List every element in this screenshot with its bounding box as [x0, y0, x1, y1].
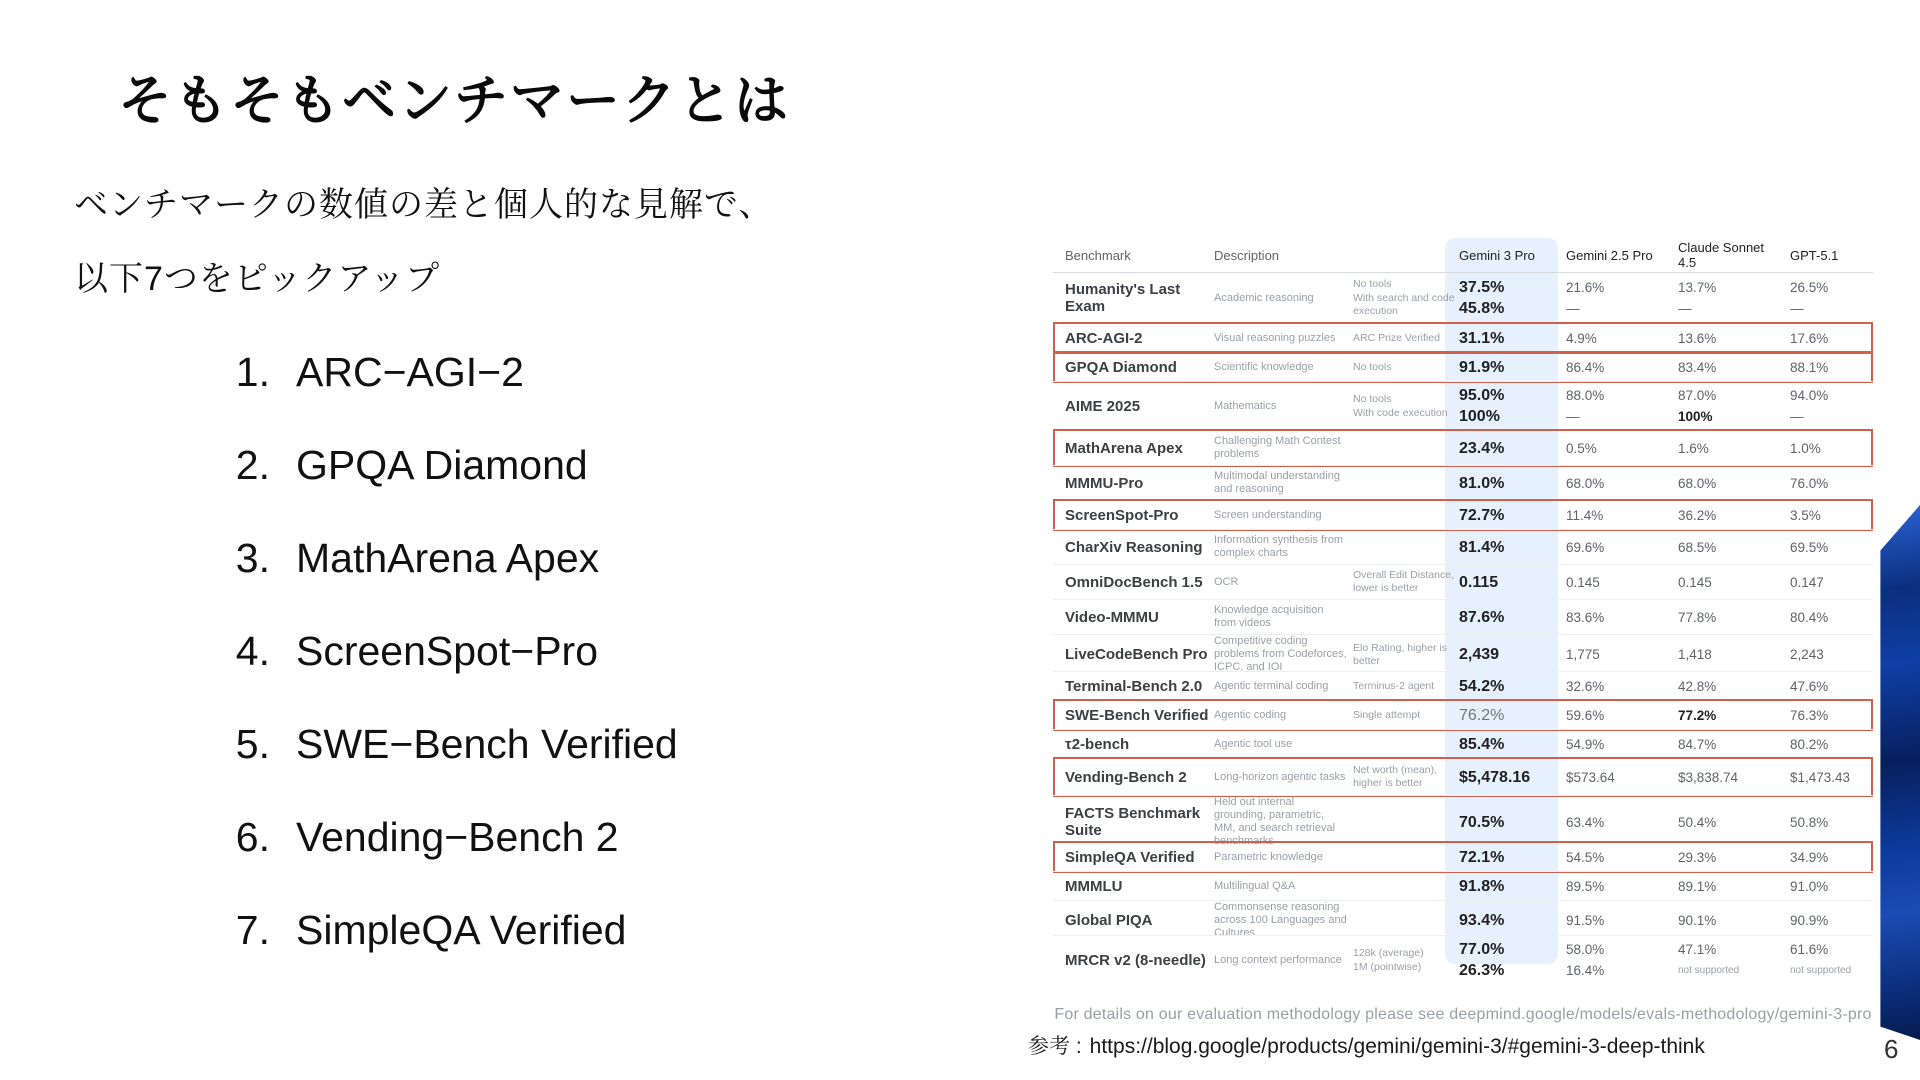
cell-description: OCR	[1214, 575, 1239, 588]
cell-description: Agentic coding	[1214, 708, 1287, 721]
table-row-highlighted	[1053, 700, 1873, 729]
score-value: 50.4%	[1678, 814, 1717, 830]
score-value: 37.5%	[1459, 279, 1505, 296]
note-line: 128k (average)	[1353, 946, 1424, 959]
table-row	[1053, 871, 1873, 900]
cell-gemini-3-pro	[1445, 876, 1558, 897]
cell-gpt-5-1	[1782, 357, 1873, 378]
cell-gemini-2-5-pro	[1558, 939, 1670, 981]
cell-note	[1353, 946, 1459, 975]
cell-gemini-2-5-pro	[1558, 767, 1670, 788]
score-value: 58.0%	[1566, 942, 1605, 957]
cell-description: Long context performance	[1214, 953, 1342, 966]
cell-benchmark-name: CharXiv Reasoning	[1065, 538, 1203, 556]
table-row-highlighted	[1053, 430, 1873, 465]
score-value: 91.9%	[1459, 358, 1505, 376]
cell-claude-sonnet-4-5	[1670, 385, 1782, 427]
score-value: 83.4%	[1678, 359, 1717, 375]
score-value: 42.8%	[1678, 678, 1717, 694]
score-value: 95.0%	[1459, 387, 1505, 404]
pick-list-number: 2.	[235, 442, 270, 488]
score-value: —	[1566, 409, 1580, 424]
note-line: Net worth (mean), higher is better	[1353, 764, 1438, 789]
score-value: 90.1%	[1678, 913, 1717, 928]
cell-note	[1353, 708, 1459, 723]
note-line: No tools	[1353, 278, 1392, 290]
benchmark-pick-list	[212, 326, 678, 977]
cell-gemini-3-pro	[1445, 644, 1558, 665]
cell-claude-sonnet-4-5	[1670, 357, 1782, 378]
cell-gemini-2-5-pro	[1558, 676, 1670, 697]
score-value: 91.0%	[1790, 878, 1829, 894]
note-line: No tools	[1353, 392, 1392, 405]
cell-claude-sonnet-4-5	[1670, 328, 1782, 349]
cell-gemini-3-pro	[1445, 767, 1558, 788]
cell-gemini-2-5-pro	[1558, 473, 1670, 494]
cell-claude-sonnet-4-5	[1670, 473, 1782, 494]
reference-label: 参考 :	[1028, 1035, 1082, 1058]
cell-claude-sonnet-4-5	[1670, 537, 1782, 558]
cell-description: Multilingual Q&A	[1214, 879, 1296, 892]
score-value: 72.7%	[1459, 506, 1505, 524]
page-number: 6	[1884, 1034, 1899, 1064]
cell-gpt-5-1	[1782, 328, 1873, 349]
cell-gemini-3-pro	[1445, 572, 1558, 593]
cell-description: Agentic tool use	[1214, 737, 1293, 750]
score-value: 70.5%	[1459, 813, 1505, 831]
score-value: —	[1790, 301, 1804, 316]
score-value: 68.0%	[1678, 475, 1717, 491]
score-value: 23.4%	[1459, 439, 1505, 457]
score-value: not supported	[1790, 965, 1852, 976]
score-value: 31.1%	[1459, 329, 1505, 347]
cell-gemini-2-5-pro	[1558, 734, 1670, 755]
cell-gpt-5-1	[1782, 847, 1873, 868]
cell-claude-sonnet-4-5	[1670, 572, 1782, 593]
cell-claude-sonnet-4-5	[1670, 438, 1782, 459]
cell-gemini-3-pro	[1445, 277, 1558, 319]
pick-list-item	[212, 326, 678, 419]
cell-description: Scientific knowledge	[1214, 360, 1314, 373]
table-row	[1053, 795, 1873, 847]
table-footer-note: For details on our evaluation methodology please see deepmind.google/models/evals-methodology/gemini-3-pro	[1054, 1006, 1872, 1023]
cell-gpt-5-1	[1782, 812, 1873, 833]
table-row	[1053, 935, 1873, 984]
cell-description: Information synthesis from complex charts	[1214, 534, 1343, 559]
cell-claude-sonnet-4-5	[1670, 676, 1782, 697]
table-row	[1053, 529, 1873, 564]
table-row-highlighted	[1053, 352, 1873, 381]
score-value: 88.0%	[1566, 388, 1605, 403]
cell-gemini-2-5-pro	[1558, 910, 1670, 931]
table-body	[1053, 273, 1873, 984]
score-value: 59.6%	[1566, 707, 1605, 723]
cell-gemini-2-5-pro	[1558, 438, 1670, 459]
cell-note	[1353, 392, 1459, 421]
cell-description: Academic reasoning	[1214, 291, 1314, 304]
pick-list-item	[212, 605, 678, 698]
cell-gemini-3-pro	[1445, 705, 1558, 726]
score-value: $573.64	[1566, 769, 1615, 785]
pick-list-number: 7.	[235, 907, 270, 953]
cell-gpt-5-1	[1782, 505, 1873, 526]
cell-benchmark-name: ScreenSpot-Pro	[1065, 506, 1179, 524]
cell-benchmark-name: MRCR v2 (8-needle)	[1065, 951, 1206, 969]
table-row	[1053, 634, 1873, 671]
score-value: 54.9%	[1566, 736, 1605, 752]
cell-gpt-5-1	[1782, 734, 1873, 755]
cell-description: Parametric knowledge	[1214, 850, 1323, 863]
cell-note	[1353, 679, 1459, 694]
intro-line-1: ベンチマークの数値の差と個人的な見解で、	[74, 186, 774, 224]
note-line: No tools	[1353, 360, 1392, 373]
score-value: 26.3%	[1459, 962, 1505, 979]
cell-gemini-3-pro	[1445, 910, 1558, 931]
intro-text	[74, 168, 773, 316]
cell-benchmark-name: τ2-bench	[1065, 735, 1130, 753]
cell-description: Screen understanding	[1214, 508, 1322, 521]
score-value: $5,478.16	[1459, 768, 1531, 786]
table-row-highlighted	[1053, 758, 1873, 795]
score-value: 2,439	[1459, 646, 1500, 663]
pick-list-number: 3.	[235, 535, 270, 581]
reference-url[interactable]: https://blog.google/products/gemini/gemini-3/#gemini-3-deep-think	[1089, 1035, 1705, 1058]
cell-description: Visual reasoning puzzles	[1214, 331, 1336, 344]
note-line: Single attempt	[1353, 708, 1421, 721]
cell-gemini-3-pro	[1445, 438, 1558, 459]
score-value: 1.6%	[1678, 440, 1709, 456]
cell-gemini-3-pro	[1445, 939, 1558, 981]
pick-list-label: GPQA Diamond	[296, 442, 588, 488]
pick-list-item	[212, 512, 678, 605]
cell-benchmark-name: MathArena Apex	[1065, 439, 1183, 457]
pick-list-number: 5.	[235, 721, 270, 767]
cell-gpt-5-1	[1782, 644, 1873, 665]
score-value: 0.5%	[1566, 440, 1597, 456]
score-value: 17.6%	[1790, 330, 1829, 346]
score-value: 100%	[1678, 409, 1713, 424]
cell-benchmark-name: OmniDocBench 1.5	[1065, 573, 1203, 591]
table-row	[1053, 273, 1873, 323]
note-line: 1M (pointwise)	[1353, 960, 1422, 973]
note-line: Overall Edit Distance, lower is better	[1353, 569, 1454, 594]
score-value: 0.115	[1459, 573, 1499, 591]
score-value: 77.8%	[1678, 609, 1717, 625]
score-value: 50.8%	[1790, 814, 1829, 830]
cell-gemini-2-5-pro	[1558, 357, 1670, 378]
note-line: Terminus-2 agent	[1353, 679, 1435, 692]
score-value: 76.3%	[1790, 707, 1829, 723]
cell-benchmark-name: LiveCodeBench Pro	[1065, 646, 1208, 663]
pick-list-label: SimpleQA Verified	[296, 907, 627, 953]
score-value: 0.145	[1566, 574, 1600, 590]
cell-gemini-3-pro	[1445, 537, 1558, 558]
cell-benchmark-name: ARC-AGI-2	[1065, 329, 1143, 347]
cell-claude-sonnet-4-5	[1670, 277, 1782, 319]
score-value: 81.0%	[1459, 474, 1505, 492]
cell-claude-sonnet-4-5	[1670, 705, 1782, 726]
pick-list-number: 4.	[235, 628, 270, 674]
cell-description: Multimodal understanding and reasoning	[1214, 470, 1340, 495]
table-row	[1053, 671, 1873, 700]
score-value: 91.8%	[1459, 877, 1505, 895]
score-value: 89.5%	[1566, 878, 1605, 894]
cell-gpt-5-1	[1782, 277, 1873, 319]
score-value: 21.6%	[1566, 280, 1605, 295]
pick-list-label: MathArena Apex	[296, 535, 600, 581]
pick-list-label: SWE−Bench Verified	[296, 721, 678, 767]
cell-gemini-2-5-pro	[1558, 812, 1670, 833]
score-value: 77.2%	[1678, 707, 1717, 723]
cell-gpt-5-1	[1782, 385, 1873, 427]
col-header-description: Description	[1214, 247, 1280, 263]
cell-note	[1353, 641, 1459, 669]
cell-description: Knowledge acquisition from videos	[1214, 604, 1324, 629]
cell-claude-sonnet-4-5	[1670, 876, 1782, 897]
pick-list-label: ARC−AGI−2	[296, 349, 524, 395]
score-value: 13.6%	[1678, 330, 1717, 346]
table-row	[1053, 729, 1873, 758]
cell-description: Agentic terminal coding	[1214, 679, 1329, 692]
note-line: Elo Rating, higher is better	[1353, 641, 1447, 667]
score-value: 13.7%	[1678, 280, 1717, 295]
pick-list-label: Vending−Bench 2	[296, 814, 619, 860]
score-value: 68.0%	[1566, 475, 1605, 491]
score-value: —	[1678, 301, 1692, 316]
pick-list-item	[212, 698, 678, 791]
score-value: 86.4%	[1566, 359, 1605, 375]
cell-benchmark-name: MMMU-Pro	[1065, 474, 1144, 492]
benchmark-table	[1053, 238, 1873, 1024]
score-value: 76.0%	[1790, 475, 1829, 491]
cell-claude-sonnet-4-5	[1670, 812, 1782, 833]
note-line: With code execution	[1353, 406, 1448, 419]
table-row	[1053, 900, 1873, 939]
col-header-gemini-3-pro: Gemini 3 Pro	[1459, 247, 1535, 263]
cell-description: Commonsense reasoning across 100 Languages and Cultures	[1214, 901, 1347, 939]
cell-gpt-5-1	[1782, 910, 1873, 931]
score-value: 47.1%	[1678, 942, 1717, 957]
score-value: not supported	[1678, 965, 1740, 976]
cell-gemini-2-5-pro	[1558, 328, 1670, 349]
note-line: With search and code execution	[1353, 292, 1455, 317]
cell-gemini-2-5-pro	[1558, 847, 1670, 868]
score-value: $3,838.74	[1678, 769, 1739, 785]
cell-gemini-2-5-pro	[1558, 572, 1670, 593]
cell-gemini-2-5-pro	[1558, 277, 1670, 319]
score-value: 54.5%	[1566, 849, 1605, 865]
score-value: $1,473.43	[1790, 769, 1851, 785]
cell-gemini-2-5-pro	[1558, 385, 1670, 427]
cell-note	[1353, 763, 1459, 791]
score-value: 80.2%	[1790, 736, 1829, 752]
reference-line	[1028, 1030, 1705, 1060]
pick-list-label: ScreenSpot−Pro	[296, 628, 598, 674]
score-value: 87.0%	[1678, 388, 1717, 403]
score-value: 34.9%	[1790, 849, 1829, 865]
score-value: 54.2%	[1459, 677, 1505, 695]
cell-benchmark-name: Vending-Bench 2	[1065, 768, 1187, 786]
score-value: 47.6%	[1790, 678, 1829, 694]
cell-claude-sonnet-4-5	[1670, 910, 1782, 931]
cell-gemini-2-5-pro	[1558, 705, 1670, 726]
cell-gpt-5-1	[1782, 438, 1873, 459]
score-value: 77.0%	[1459, 941, 1505, 958]
col-header-claude-sonnet-4-5: Claude Sonnet 4.5	[1678, 240, 1765, 270]
score-value: 63.4%	[1566, 814, 1605, 830]
pick-list-item	[212, 419, 678, 512]
cell-benchmark-name: Humanity's Last Exam	[1065, 281, 1181, 315]
cell-benchmark-name: SimpleQA Verified	[1065, 848, 1195, 866]
table-row	[1053, 564, 1873, 599]
score-value: 89.1%	[1678, 878, 1717, 894]
cell-gemini-3-pro	[1445, 357, 1558, 378]
pick-list-item	[212, 884, 678, 977]
table-row	[1053, 599, 1873, 634]
table-row-highlighted	[1053, 842, 1873, 871]
score-value: 69.6%	[1566, 539, 1605, 555]
score-value: 1.0%	[1790, 440, 1821, 456]
cell-gpt-5-1	[1782, 676, 1873, 697]
cell-gemini-3-pro	[1445, 812, 1558, 833]
cell-gpt-5-1	[1782, 939, 1873, 981]
cell-description: Mathematics	[1214, 399, 1277, 412]
score-value: 2,243	[1790, 647, 1824, 662]
pick-list-number: 6.	[235, 814, 270, 860]
cell-benchmark-name: FACTS Benchmark Suite	[1065, 805, 1201, 839]
cell-gemini-3-pro	[1445, 473, 1558, 494]
score-value: 29.3%	[1678, 849, 1717, 865]
page-title: そもそもベンチマークとは	[118, 71, 790, 131]
cell-gemini-3-pro	[1445, 607, 1558, 628]
score-value: 4.9%	[1566, 330, 1597, 346]
intro-line-2: 以下7つをピックアップ	[74, 260, 441, 298]
cell-description: Held out internal grounding, parametric, MM, and search retrieval benchmarks	[1214, 796, 1336, 847]
cell-claude-sonnet-4-5	[1670, 607, 1782, 628]
cell-gpt-5-1	[1782, 607, 1873, 628]
cell-benchmark-name: Terminal-Bench 2.0	[1065, 677, 1203, 695]
score-value: 0.147	[1790, 574, 1824, 590]
cell-gemini-2-5-pro	[1558, 505, 1670, 526]
cell-note	[1353, 331, 1459, 346]
score-value: 1,775	[1566, 647, 1600, 662]
cell-benchmark-name: SWE-Bench Verified	[1065, 706, 1209, 724]
pick-list-number: 1.	[235, 349, 270, 395]
score-value: 32.6%	[1566, 678, 1605, 694]
score-value: 88.1%	[1790, 359, 1829, 375]
cell-claude-sonnet-4-5	[1670, 734, 1782, 755]
cell-benchmark-name: GPQA Diamond	[1065, 358, 1177, 376]
score-value: 69.5%	[1790, 539, 1829, 555]
score-value: 84.7%	[1678, 736, 1717, 752]
cell-gemini-2-5-pro	[1558, 644, 1670, 665]
cell-claude-sonnet-4-5	[1670, 644, 1782, 665]
cell-description: Long-horizon agentic tasks	[1214, 770, 1346, 783]
score-value: —	[1790, 409, 1804, 424]
cell-gpt-5-1	[1782, 537, 1873, 558]
score-value: 76.2%	[1459, 706, 1505, 724]
col-header-gpt-5-1: GPT-5.1	[1790, 247, 1839, 263]
cell-gemini-3-pro	[1445, 505, 1558, 526]
cell-gpt-5-1	[1782, 473, 1873, 494]
score-value: 72.1%	[1459, 848, 1505, 866]
score-value: 91.5%	[1566, 913, 1605, 928]
cell-gpt-5-1	[1782, 705, 1873, 726]
cell-gemini-2-5-pro	[1558, 537, 1670, 558]
score-value: 45.8%	[1459, 300, 1505, 317]
cell-benchmark-name: Global PIQA	[1065, 912, 1153, 929]
score-value: 26.5%	[1790, 280, 1829, 295]
score-value: 16.4%	[1566, 963, 1605, 978]
score-value: 85.4%	[1459, 735, 1505, 753]
col-header-gemini-2-5-pro: Gemini 2.5 Pro	[1566, 247, 1653, 263]
cell-claude-sonnet-4-5	[1670, 939, 1782, 981]
cell-gemini-3-pro	[1445, 328, 1558, 349]
score-value: 90.9%	[1790, 913, 1829, 928]
score-value: 80.4%	[1790, 609, 1829, 625]
table-row-highlighted	[1053, 323, 1873, 352]
cell-benchmark-name: Video-MMMU	[1065, 608, 1159, 626]
cell-benchmark-name: AIME 2025	[1065, 397, 1141, 415]
score-value: 94.0%	[1790, 388, 1829, 403]
score-value: 81.4%	[1459, 538, 1505, 556]
cell-gemini-3-pro	[1445, 734, 1558, 755]
col-header-benchmark: Benchmark	[1065, 247, 1131, 263]
cell-gemini-3-pro	[1445, 676, 1558, 697]
score-value: 0.145	[1678, 574, 1712, 590]
cell-description: Challenging Math Contest problems	[1214, 435, 1341, 460]
score-value: 68.5%	[1678, 539, 1717, 555]
cell-claude-sonnet-4-5	[1670, 505, 1782, 526]
table-row-highlighted	[1053, 500, 1873, 529]
cell-gemini-3-pro	[1445, 385, 1558, 427]
score-value: 100%	[1459, 408, 1500, 425]
score-value: 61.6%	[1790, 942, 1829, 957]
cell-benchmark-name: MMMLU	[1065, 877, 1123, 895]
score-value: —	[1566, 301, 1580, 316]
score-value: 1,418	[1678, 647, 1712, 662]
table-row	[1053, 381, 1873, 430]
cell-gpt-5-1	[1782, 876, 1873, 897]
cell-claude-sonnet-4-5	[1670, 767, 1782, 788]
cell-gpt-5-1	[1782, 572, 1873, 593]
score-value: 87.6%	[1459, 608, 1505, 626]
table-header-row	[1053, 238, 1873, 273]
cell-gemini-3-pro	[1445, 847, 1558, 868]
score-value: 93.4%	[1459, 912, 1505, 929]
cell-gemini-2-5-pro	[1558, 876, 1670, 897]
pick-list-item	[212, 791, 678, 884]
decorative-blue-ribbon	[1876, 505, 1920, 1040]
score-value: 3.5%	[1790, 507, 1821, 523]
cell-note	[1353, 277, 1459, 319]
cell-gemini-2-5-pro	[1558, 607, 1670, 628]
cell-gpt-5-1	[1782, 767, 1873, 788]
cell-note	[1353, 360, 1459, 375]
score-value: 11.4%	[1566, 507, 1604, 523]
score-value: 36.2%	[1678, 507, 1717, 523]
note-line: ARC Prize Verified	[1353, 331, 1440, 344]
cell-note	[1353, 568, 1459, 596]
cell-description: Competitive coding problems from Codeforces, ICPC, and IOI	[1214, 635, 1347, 673]
table-row	[1053, 465, 1873, 500]
cell-claude-sonnet-4-5	[1670, 847, 1782, 868]
score-value: 83.6%	[1566, 609, 1605, 625]
